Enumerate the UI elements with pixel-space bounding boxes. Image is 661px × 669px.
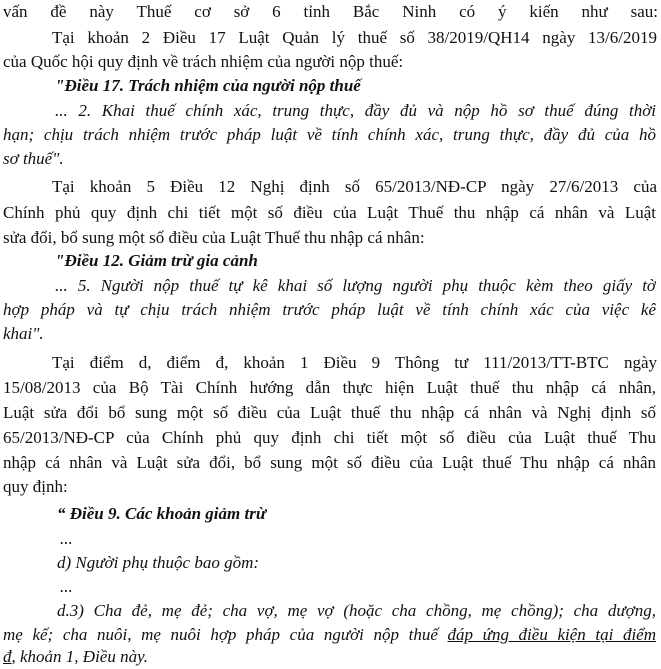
text-line [0,645,661,669]
article-heading: “ Điều 9. Các khoản giảm trừ [57,504,267,523]
text-line: hạn; chịu trách nhiệm trước pháp luật về tính chính xác, trung thực, đầy đủ của hồ [3,125,656,144]
text-line: ... 5. Người nộp thuế tự kê khai số lượng người phụ thuộc kèm theo giấy tờ [55,276,656,295]
text-line: Luật sửa đổi bổ sung một số điều của Luật thuế thu nhập cá nhân và Nghị định số [3,403,656,422]
text-line: nhập cá nhân và Luật sửa đổi, bổ sung một số điều của Luật thuế Thu nhập cá nhân [3,453,656,472]
text-line [0,623,656,647]
text-line: d.3) Cha đẻ, mẹ đẻ; cha vợ, mẹ vợ (hoặc cha chồng, mẹ chồng); cha dượng, [57,601,656,620]
text-segment: , khoản 1, Điều này. [11,647,148,666]
ellipsis-line: ... [60,529,73,548]
text-line: d) Người phụ thuộc bao gồm: [57,553,260,572]
text-line: Tại điểm d, điểm đ, khoản 1 Điều 9 Thông tư 111/2013/TT-BTC ngày [52,353,657,372]
text-line: 65/2013/NĐ-CP của Chính phủ quy định chi tiết một số điều của Luật thuế Thu [3,428,656,447]
text-segment: mẹ kế; cha nuôi, mẹ nuôi hợp pháp của người nộp thuế [3,625,448,644]
text-line: ... 2. Khai thuế chính xác, trung thực, đầy đủ và nộp hồ sơ thuế đúng thời [55,101,656,120]
text-line: khai". [3,324,44,343]
underlined-text: đáp ứng điều kiện tại điểm [447,625,656,644]
article-heading: "Điều 17. Trách nhiệm của người nộp thuế [55,76,361,95]
text-line: sửa đổi, bổ sung một số điều của Luật Thuế thu nhập cá nhân: [3,228,425,247]
text-line: hợp pháp và tự chịu trách nhiệm trước pháp luật về tính chính xác của việc kê [3,300,656,319]
text-line: 15/08/2013 của Bộ Tài Chính hướng dẫn thực hiện Luật thuế thu nhập cá nhân, [3,378,656,397]
text-line: Tại khoản 2 Điều 17 Luật Quản lý thuế số 38/2019/QH14 ngày 13/6/2019 [52,28,657,47]
text-line: của Quốc hội quy định về trách nhiệm của người nộp thuế: [3,52,404,71]
ellipsis-line: ... [60,577,73,596]
text-line: Tại khoản 5 Điều 12 Nghị định số 65/2013/NĐ-CP ngày 27/6/2013 của [52,177,657,196]
text-line: vấn đề này Thuế cơ sở 6 tỉnh Bắc Ninh có ý kiến như sau: [3,2,658,21]
text-line: Chính phủ quy định chi tiết một số điều của Luật Thuế thu nhập cá nhân và Luật [3,203,656,222]
text-line: quy định: [3,477,68,496]
article-heading: "Điều 12. Giảm trừ gia cảnh [55,251,258,270]
text-line: sơ thuế". [3,149,64,168]
underlined-text: đ [3,647,12,666]
